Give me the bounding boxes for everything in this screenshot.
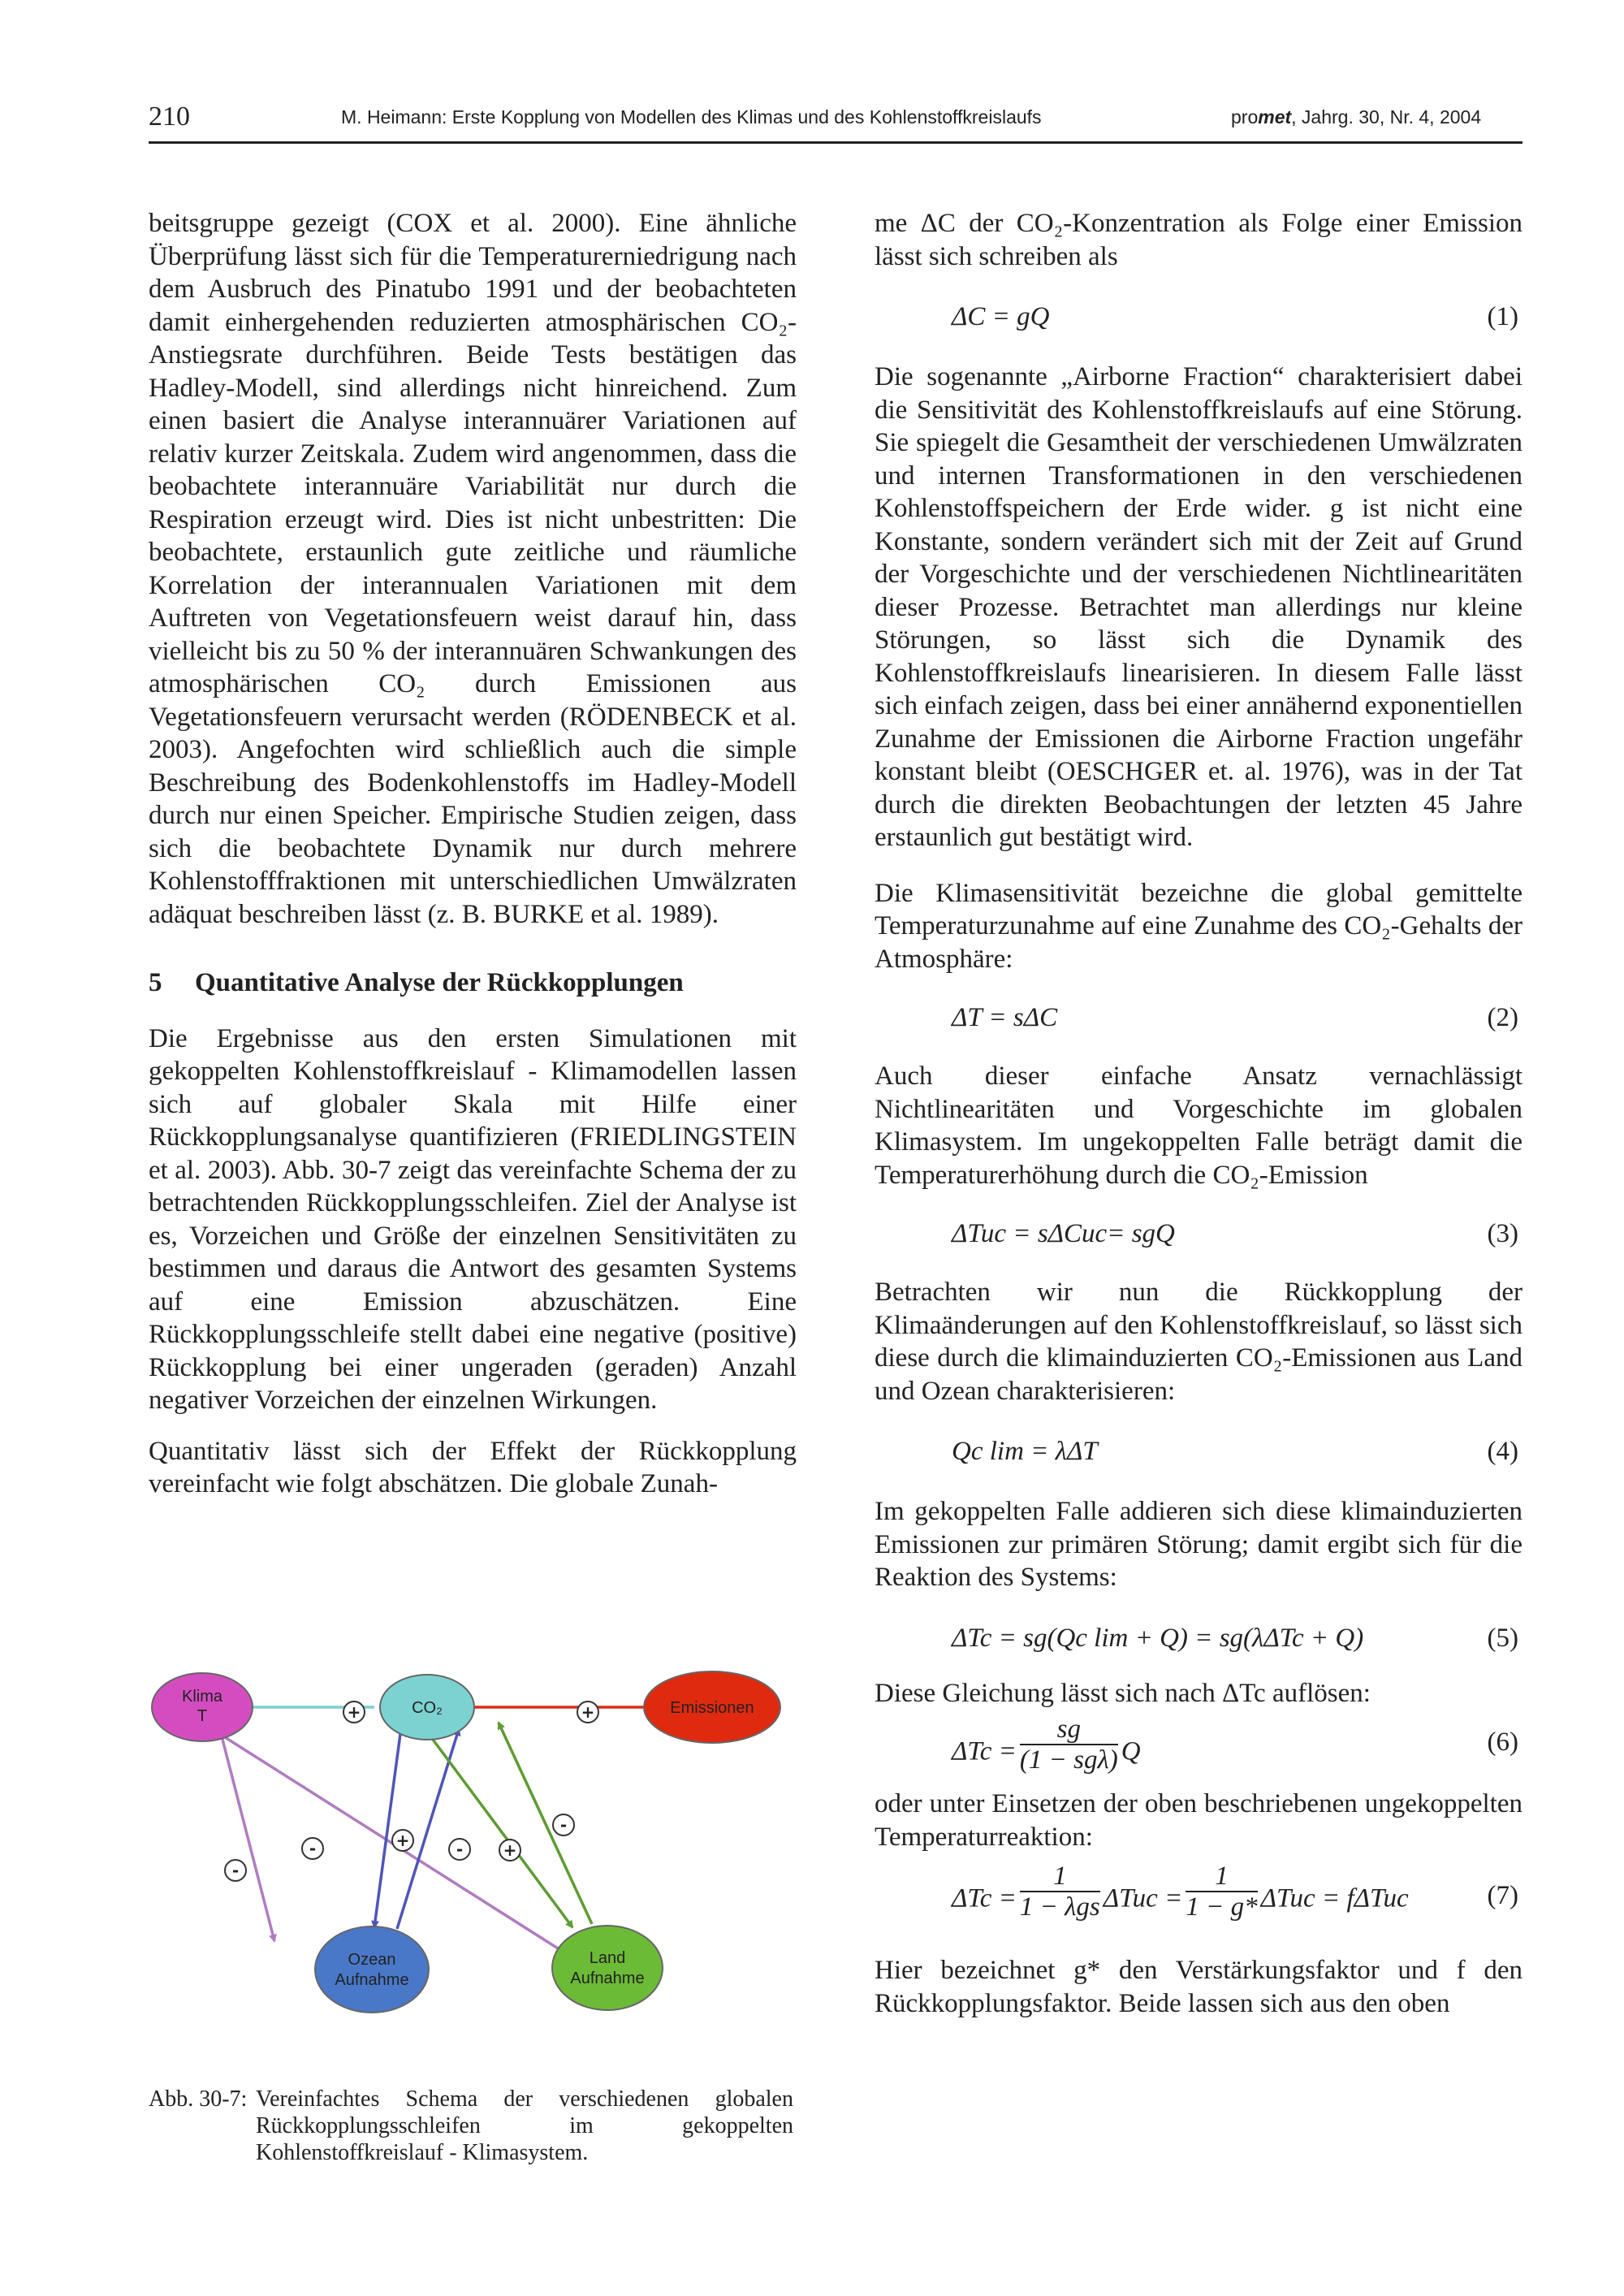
arrow-klima-land <box>209 1727 573 1958</box>
paragraph: Auch dieser einfache Ansatz vernachlässigt Nichtlinearitäten und Vorgeschichte im globalen Klimasystem. Im ungekoppelten Falle beträgt damit die Temperaturerhöhung durch die CO₂-Emission <box>875 1062 1522 1190</box>
left-column <box>149 207 797 1501</box>
figure-caption: Abb. 30-7: Vereinfachtes Schema der verschiedenen globalen Rückkopplungsschleifen im gekoppelten Kohlenstoffkreislauf - Klimasystem. <box>149 2086 793 2165</box>
equation-5: ΔTc = sg(Qc lim + Q) = sg(λΔTc + Q) (5) <box>952 1623 1518 1653</box>
paragraph: Die Ergebnisse aus den ersten Simulationen mit gekoppelten Kohlenstoffkreislauf - Klimamodellen lassen sich auf globaler Skala mit Hilfe einer Rückkopplungsanalyse quantifizieren (FRIEDLINGSTEIN et al. 2003). Abb. 30-7 zeigt das vereinfachte Schema der zu betrachtenden Rückkopplungsschleifen. Ziel der Analyse ist es, Vorzeichen und Größe der einzelnen Sensitivitäten zu bestimmen und daraus die Antwort des gesamten Systems auf eine Emission abzuschätzen. Eine Rückkopplungsschleife stellt dabei eine negative (positive) Rückkopplung bei einer ungeraden (geraden) Anzahl negativer Vorzeichen der einzelnen Wirkungen. <box>149 1023 797 1415</box>
svg-text:-: - <box>309 1839 317 1858</box>
sign-badge <box>449 1839 470 1860</box>
arrow-land-co2 <box>499 1723 592 1924</box>
node-co2-label: CO₂ <box>412 1699 443 1717</box>
paragraph: Die Klimasensitivität bezeichne die global gemittelte Temperaturzunahme auf eine Zunahme des CO₂-Gehalts der Atmosphäre: <box>875 878 1522 974</box>
paragraph: Die sogenannte „Airborne Fraction“ charakterisiert dabei die Sensitivität des Kohlenstoffkreislaufs auf eine Störung. Sie spiegelt die Gesamtheit der verschiedenen Umwälzraten und internen Transformationen in den verschiedenen Kohlenstoffspeichern der Erde wider. g ist nicht eine Konstante, sondern verändert sich mit der Zeit auf Grund der Vorgeschichte und der verschiedenen Nichtlinearitäten dieser Prozesse. Betrachtet man allerdings nur kleine Störungen, so lässt sich die Dynamik des Kohlenstoffkreislaufs linearisieren. In diesem Falle lässt sich einfach zeigen, dass bei einer annähernd exponentiellen Zunahme der Emissionen die Airborne Fraction ungefähr konstant bleibt (OESCHGER et. al. 1976), was in der Tat durch die direkten Beobachtungen der letzten 45 Jahre erstaunlich gut bestätigt wird. <box>875 362 1522 852</box>
journal-citation: promet, Jahrg. 30, Nr. 4, 2004 <box>1231 106 1482 128</box>
equation-3: ΔTuc = sΔCuc= sgQ (3) <box>952 1219 1518 1248</box>
section-heading: 5 Quantitative Analyse der Rückkopplungen <box>149 968 684 997</box>
svg-text:+: + <box>347 1702 361 1722</box>
svg-text:+: + <box>503 1840 517 1860</box>
arrow-ozean-co2 <box>397 1729 459 1929</box>
node-ozean-label: Ozean <box>348 1951 396 1969</box>
header-rule <box>149 141 1522 144</box>
equation-4: Qc lim = λΔT (4) <box>952 1437 1518 1466</box>
paragraph: me ΔC der CO₂-Konzentration als Folge einer Emission lässt sich schreiben als <box>875 209 1522 271</box>
svg-text:+: + <box>581 1702 595 1722</box>
node-land-label: Land <box>589 1949 626 1967</box>
equation-1: ΔC = gQ (1) <box>952 302 1518 331</box>
node-land <box>552 1926 663 2010</box>
feedback-diagram <box>149 1669 798 2051</box>
paragraph: Betrachten wir nun die Rückkopplung der Klimaänderungen auf den Kohlenstoffkreislauf, so lässt sich diese durch die klimainduzierten CO₂-Emissionen aus Land und Ozean charakterisieren: <box>875 1278 1522 1406</box>
arrow-co2-land <box>429 1734 572 1927</box>
paragraph: beitsgruppe gezeigt (COX et al. 2000). Eine ähnliche Überprüfung lässt sich für die Temperaturerniedrigung nach dem Ausbruch des Pinatubo 1991 und der beobachteten damit einhergehenden reduzierten atmosphärischen CO₂-Anstiegsrate durchführen. Beide Tests bestätigen das Hadley-Modell, sind allerdings nicht hinreichend. Zum einen basiert die Analyse interannuärer Variationen auf relativ kurzer Zeitskala. Zudem wird angenommen, dass die beobachtete interannuäre Variabilität nur durch die Respiration erzeugt wird. Dies ist nicht unbestritten: Die beobachtete, erstaunlich gute zeitliche und räumliche Korrelation der interannualen Variationen mit dem Auftreten von Vegetationsfeuern weist darauf hin, dass vielleicht bis zu 50 % der interannuären Schwankungen des atmosphärischen CO₂ durch Emissionen aus Vegetationsfeuern verursacht werden (RÖDENBECK et al. 2003). Angefochten wird schließlich auch die simple Beschreibung des Bodenkohlenstoffs im Hadley-Modell durch nur einen Speicher. Empirische Studien zeigen, dass sich die beobachtete Dynamik nur durch mehrere Kohlenstofffraktionen mit unterschiedlichen Umwälzraten adäquat beschreiben lässt (z. B. BURKE et al. 1989). <box>149 209 797 929</box>
paragraph: Diese Gleichung lässt sich nach ΔTc auflösen: <box>875 1678 1371 1708</box>
svg-text:-: - <box>231 1861 240 1880</box>
svg-text:Aufnahme: Aufnahme <box>570 1970 645 1987</box>
equation-7: ΔTc = $\frac{1}{\text{1 − λgs}}$ ΔTuc = $\frac{1}{1 - g*}$ ΔTuc = fΔTuc (7) <box>952 1861 1518 1922</box>
node-emissionen-label: Emissionen <box>670 1699 754 1717</box>
sign-badge <box>499 1840 520 1861</box>
page-number: 210 <box>149 102 190 132</box>
svg-text:-: - <box>456 1840 464 1859</box>
paragraph: oder unter Einsetzen der oben beschriebenen ungekoppelten Temperaturreaktion: <box>875 1789 1522 1852</box>
paragraph: Im gekoppelten Falle addieren sich diese klimainduzierten Emissionen zur primären Störung; damit ergibt sich für die Reaktion des Systems: <box>875 1497 1522 1592</box>
right-column <box>875 207 1522 2020</box>
sign-badge <box>225 1860 246 1881</box>
equation-2: ΔT = sΔC (2) <box>952 1003 1518 1032</box>
paragraph: Quantitativ lässt sich der Effekt der Rückkopplung vereinfacht wie folgt abschätzen. Die globale Zunah- <box>149 1436 797 1498</box>
sign-badge <box>302 1838 323 1859</box>
sign-badge <box>553 1814 574 1836</box>
arrow-klima-ozean <box>220 1730 274 1941</box>
equation-6: ΔTc = $\frac{sg}{\text{(1 − sgλ)}}$ Q (6) <box>952 1714 1518 1775</box>
running-title: M. Heimann: Erste Kopplung von Modellen des Klimas und des Kohlenstoffkreislaufs <box>341 106 1042 128</box>
svg-text:Aufnahme: Aufnahme <box>335 1971 409 1989</box>
svg-text:T: T <box>197 1707 208 1725</box>
node-ozean <box>315 1926 429 2013</box>
sign-badge <box>392 1830 413 1851</box>
node-klima-label: Klima <box>181 1688 223 1706</box>
sign-badge <box>343 1701 365 1723</box>
svg-text:+: + <box>395 1831 410 1850</box>
paragraph: Hier bezeichnet g* den Verstärkungsfaktor und f den Rückkopplungsfaktor. Beide lassen sich aus den oben <box>875 1956 1522 2018</box>
svg-text:-: - <box>559 1815 568 1835</box>
sign-badge <box>577 1701 598 1723</box>
